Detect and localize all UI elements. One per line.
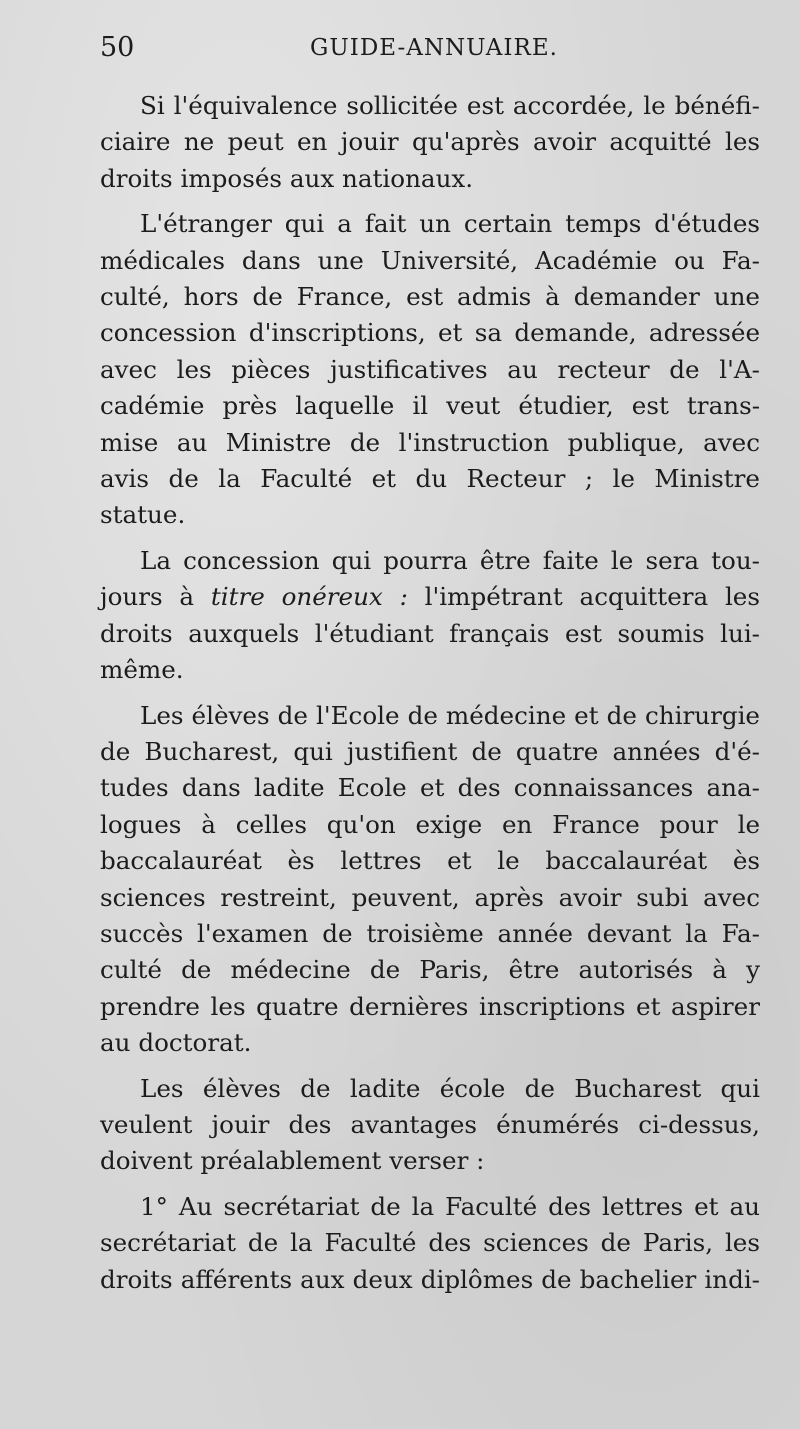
text-line: cadémie près laquelle il veut étudier, est trans- [100,391,760,421]
text-line: droits auxquels l'étudiant français est soumis lui- [100,618,760,648]
text-line: 1° Au secrétariat de la Faculté des lettres et au [140,1191,760,1221]
running-title: GUIDE-ANNUAIRE. [310,35,558,61]
text-line: concession d'inscriptions, et sa demande, adressée [100,318,760,348]
text-line: statue. [100,500,186,530]
text-line: veulent jouir des avantages énumérés ci-dessus, [100,1109,760,1139]
paragraph-item-1 [100,1189,760,1298]
paragraph-bucharest-students [100,698,760,1062]
text-line: L'étranger qui a fait un certain temps d'études [140,209,760,239]
italic-phrase: titre onéreux : [210,582,408,612]
text-line: même. [100,655,184,685]
text-line: tudes dans ladite Ecole et des connaissances ana- [100,773,760,803]
text-line: Les élèves de ladite école de Bucharest qui [140,1073,760,1103]
text-line: prendre les quatre dernières inscriptions et aspirer [100,991,760,1021]
text-line: succès l'examen de troisième année devant la Fa- [100,918,760,948]
text-line: médicales dans une Université, Académie ou Fa- [100,245,760,275]
running-head [100,28,760,68]
text-line: avec les pièces justificatives au recteur de l'A- [100,354,760,384]
text-line: secrétariat de la Faculté des sciences de Paris, les [100,1228,760,1258]
page-number: 50 [100,32,135,63]
text-line: baccalauréat ès lettres et le baccalauréat ès [100,846,760,876]
paragraph-equivalence [100,88,760,197]
text-line: Les élèves de l'Ecole de médecine et de chirurgie [140,700,760,730]
text-line: ciaire ne peut en jouir qu'après avoir acquitté les [100,127,760,157]
text-line: droits afférents aux deux diplômes de bachelier indi- [100,1264,760,1294]
text-line: doivent préalablement verser : [100,1146,485,1176]
text-line: droits imposés aux nationaux. [100,163,474,193]
text-line: mise au Ministre de l'instruction publique, avec [100,427,760,457]
paragraph-concession [100,543,760,689]
text-line: avis de la Faculté et du Recteur ; le Ministre [100,464,760,494]
text-segment: l'impétrant acquittera les [407,582,760,612]
text-line: La concession qui pourra être faite le sera tou- [140,545,760,575]
text-segment: jours à [100,582,211,612]
text-line: culté de médecine de Paris, être autorisés à y [100,955,760,985]
text-line: culté, hors de France, est admis à demander une [100,282,760,312]
text-line: Si l'équivalence sollicitée est accordée, le bénéfi- [140,91,760,120]
paragraph-foreign-student [100,206,760,534]
body-text [100,88,760,1307]
text-line: au doctorat. [100,1028,252,1058]
text-line: logues à celles qu'on exige en France pour le [100,809,760,839]
text-line: de Bucharest, qui justifient de quatre années d'é- [100,736,760,766]
text-line [100,579,760,615]
text-line: sciences restreint, peuvent, après avoir subi avec [100,882,760,912]
paragraph-bucharest-fees [100,1071,760,1180]
